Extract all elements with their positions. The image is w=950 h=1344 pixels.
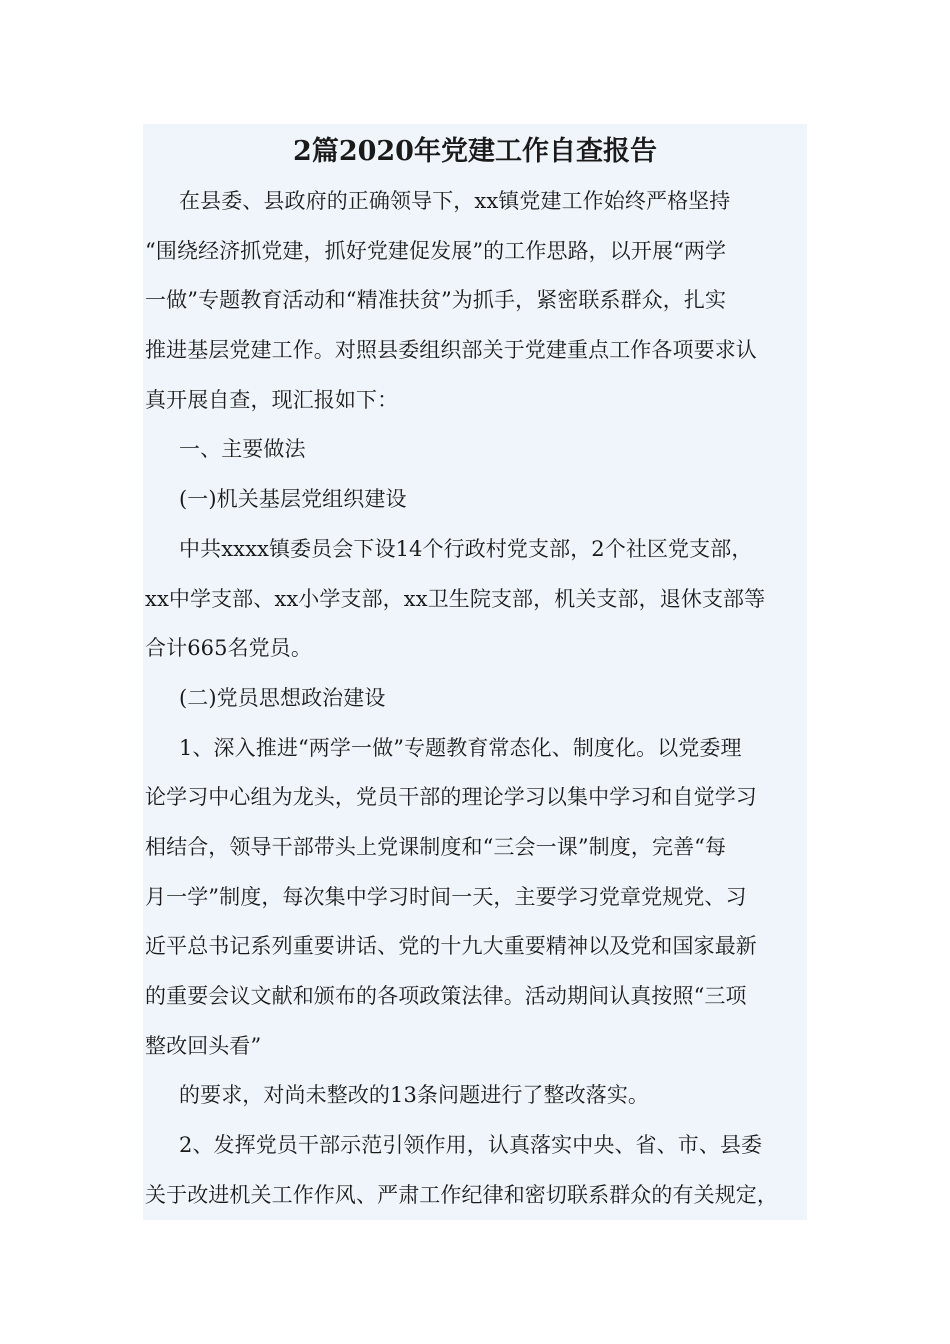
subsection-heading: (一)机关基层党组织建设 — [179, 487, 407, 512]
paragraph-line: 在县委、县政府的正确领导下，xx镇党建工作始终严格坚持 — [179, 189, 731, 213]
subsection-heading: (二)党员思想政治建设 — [179, 685, 386, 710]
paragraph-line: xx中学支部、xx小学支部，xx卫生院支部，机关支部，退休支部等 — [145, 586, 766, 611]
paragraph-line: 相结合，领导干部带头上党课制度和“三会一课”制度，完善“每 — [145, 834, 727, 859]
paragraph-line: 1、深入推进“两学一做”专题教育常态化、制度化。以党委理 — [179, 735, 742, 760]
paragraph-line: 的重要会议文献和颁布的各项政策法律。活动期间认真按照“三项 — [145, 984, 747, 1008]
section-heading: 一、主要做法 — [179, 437, 306, 462]
paragraph-line: 一做”专题教育活动和“精准扶贫”为抓手，紧密联系群众，扎实 — [145, 288, 727, 313]
paragraph-line: 合计665名党员。 — [145, 636, 312, 661]
paragraph-line: “围绕经济抓党建，抓好党建促发展”的工作思路，以开展“两学 — [145, 238, 727, 263]
document-title: 2篇2020年党建工作自查报告 — [293, 136, 657, 167]
paragraph-line: 中共xxxx镇委员会下设14个行政村党支部，2个社区党支部， — [179, 536, 753, 561]
document-body — [145, 177, 809, 1220]
paragraph-line: 2、发挥党员干部示范引领作用，认真落实中央、省、市、县委 — [179, 1133, 763, 1158]
paragraph-line: 整改回头看” — [145, 1033, 262, 1058]
paragraph-line: 月一学”制度，每次集中学习时间一天，主要学习党章党规党、习 — [145, 884, 747, 909]
paragraph-line: 的要求，对尚未整改的13条问题进行了整改落实。 — [179, 1083, 650, 1108]
paragraph-line: 推进基层党建工作。对照县委组织部关于党建重点工作各项要求认 — [145, 338, 757, 363]
paragraph-line: 近平总书记系列重要讲话、党的十九大重要精神以及党和国家最新 — [145, 934, 757, 959]
paragraph-line: 真开展自查，现汇报如下： — [145, 387, 399, 412]
paragraph-line: 关于改进机关工作作风、严肃工作纪律和密切联系群众的有关规定， — [145, 1182, 778, 1207]
paragraph-line: 论学习中心组为龙头，党员干部的理论学习以集中学习和自觉学习 — [145, 785, 757, 810]
